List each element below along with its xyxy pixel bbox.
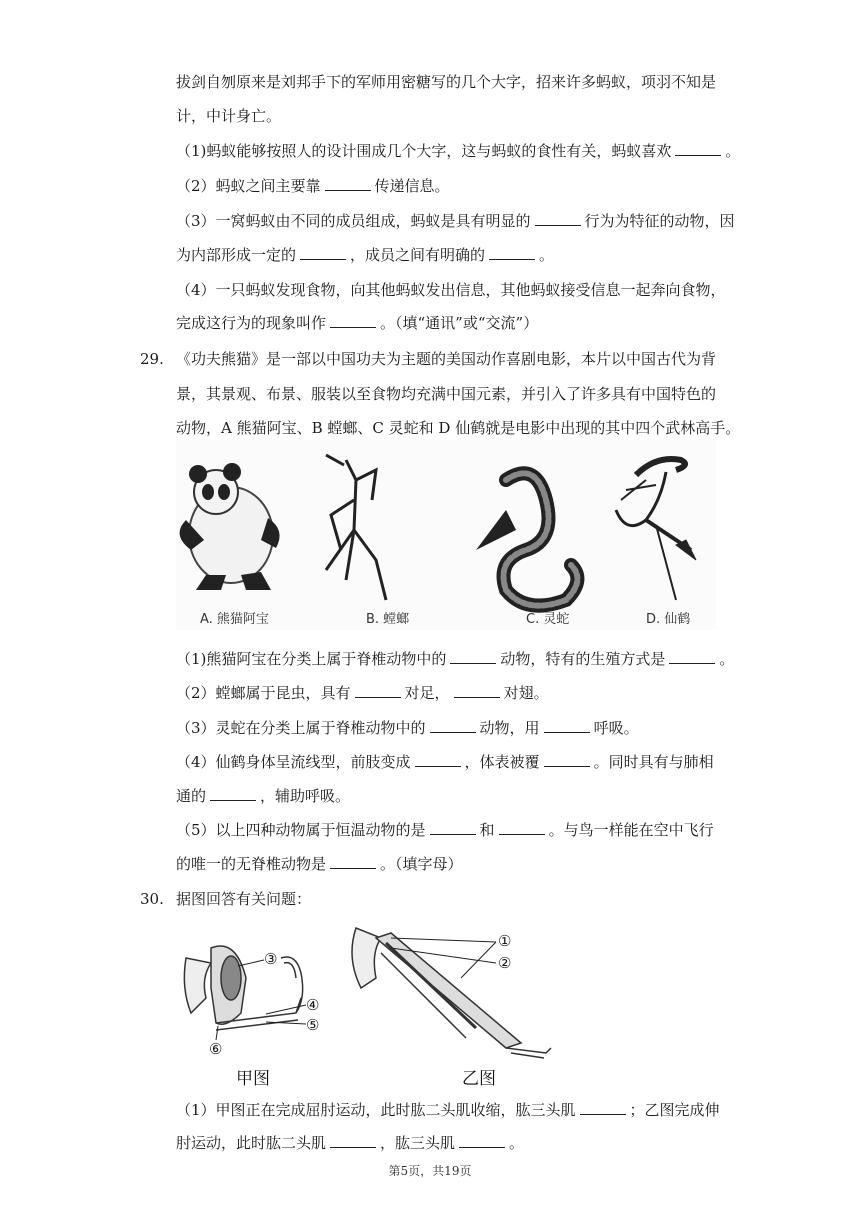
q30-1	[176, 1100, 720, 1120]
answer-blank[interactable]	[459, 1133, 505, 1148]
text: ；乙图完成伸	[629, 1101, 720, 1119]
text: 动物，特有的生殖方式是	[500, 650, 666, 668]
text: 。（填字母）	[380, 855, 463, 873]
panda-illustration	[180, 463, 280, 590]
answer-blank[interactable]	[675, 141, 721, 156]
text: 对足，	[404, 684, 450, 702]
answer-blank[interactable]	[535, 211, 581, 226]
flexed-arm-illustration	[184, 946, 302, 1030]
answer-blank[interactable]	[450, 649, 496, 664]
q30-intro	[176, 889, 311, 909]
q29-intro	[176, 349, 716, 369]
marker-1: ①	[498, 932, 512, 950]
text: ，肱三头肌	[380, 1134, 456, 1152]
caption-c: C. 灵蛇	[526, 612, 570, 627]
figure-label-yi: 乙图	[462, 1069, 496, 1089]
text: 据图回答有关问题：	[176, 890, 312, 908]
answer-blank[interactable]	[330, 854, 376, 869]
text: 传递信息。	[374, 177, 450, 195]
text: 行为为特征的动物，因	[584, 212, 735, 230]
text: 呼吸。	[593, 719, 639, 737]
q29-intro	[176, 418, 740, 438]
answer-blank[interactable]	[544, 752, 590, 767]
q29-4-cont	[176, 786, 350, 806]
q28-1: （1)蚂蚁能够按照人的设计围成几个大字，这与蚂蚁的食性有关，蚂蚁喜欢 。	[176, 142, 741, 160]
q30-1-cont	[176, 1133, 524, 1153]
crane-illustration	[616, 459, 696, 600]
text: 。（填“通讯”或“交流”）	[380, 314, 539, 332]
caption-a: A. 熊猫阿宝	[200, 612, 269, 627]
text: 拔剑自刎原来是刘邦手下的军师用密糖写的几个大字，招来许多蚂蚁，项羽不知是	[176, 73, 717, 91]
marker-6: ⑥	[209, 1040, 223, 1058]
answer-blank[interactable]	[430, 718, 476, 733]
answer-blank[interactable]	[454, 683, 500, 698]
text: 通的	[176, 787, 207, 805]
text: ，体表被覆	[464, 753, 540, 771]
text: 对翅。	[503, 684, 549, 702]
answer-blank[interactable]	[669, 649, 715, 664]
page-footer: 第5页，共19页	[388, 1164, 472, 1178]
text: 完成这行为的现象叫作	[176, 314, 327, 332]
text: ，辅助呼吸。	[260, 787, 351, 805]
q28-4	[176, 280, 726, 300]
answer-blank[interactable]	[325, 176, 371, 191]
animal-illustrations	[176, 440, 716, 630]
animal-figure	[176, 440, 716, 630]
q29-3	[176, 718, 639, 738]
text: 动物，A 熊猫阿宝、B 螳螂、C 灵蛇和 D 仙鹤就是电影中出现的其中四个武林高手。	[176, 419, 741, 437]
extended-arm-illustration	[352, 928, 551, 1058]
text: （4）一只蚂蚁发现食物，向其他蚂蚁发出信息，其他蚂蚁接受信息一起奔向食物，	[176, 281, 726, 299]
snake-illustration	[476, 473, 577, 605]
text: （1)熊猫阿宝在分类上属于脊椎动物中的	[176, 650, 447, 668]
q29-2	[176, 683, 549, 703]
caption-d: D. 仙鹤	[646, 612, 691, 627]
q28-2	[176, 176, 450, 196]
text-line	[176, 72, 716, 92]
answer-blank[interactable]	[330, 313, 376, 328]
question-number: 30.	[140, 890, 164, 908]
q28-3-cont: 为内部形成一定的 ，成员之间有明确的 。	[176, 246, 555, 264]
text: 《功夫熊猫》是一部以中国功夫为主题的美国动作喜剧电影，本片以中国古代为背	[176, 350, 717, 368]
q28-4-cont	[176, 313, 538, 333]
answer-blank[interactable]	[330, 1133, 376, 1148]
text: 景，其景观、布景、服装以至食物均充满中国元素，并引入了许多具有中国特色的	[176, 385, 717, 403]
marker-3: ③	[264, 950, 278, 968]
text: （3）一窝蚂蚁由不同的成员组成，蚂蚁是具有明显的	[176, 212, 531, 230]
answer-blank[interactable]	[489, 245, 535, 260]
text: （2）螳螂属于昆虫，具有	[176, 684, 351, 702]
marker-4: ④	[306, 996, 320, 1014]
answer-blank[interactable]	[580, 1100, 626, 1115]
text: （2）蚂蚁之间主要靠	[176, 177, 321, 195]
q29-4	[176, 752, 714, 772]
text: ，成员之间有明确的	[350, 246, 486, 264]
text: （4）仙鹤身体呈流线型，前肢变成	[176, 753, 411, 771]
text: （1）甲图正在完成屈肘运动，此时肱二头肌收缩，肱三头肌	[176, 1101, 576, 1119]
q29-5-cont	[176, 854, 463, 874]
answer-blank[interactable]	[415, 752, 461, 767]
q29-intro	[176, 384, 716, 404]
marker-2: ②	[498, 954, 512, 972]
text: 。	[509, 1134, 525, 1152]
answer-blank[interactable]	[210, 786, 256, 801]
text: 为内部形成一定的	[176, 246, 297, 264]
marker-5: ⑤	[306, 1016, 320, 1034]
figure-label-jia: 甲图	[236, 1069, 270, 1089]
text: （3）灵蛇在分类上属于脊椎动物中的	[176, 719, 426, 737]
answer-blank[interactable]	[499, 820, 545, 835]
question-number: 29.	[140, 350, 164, 368]
answer-blank[interactable]	[300, 245, 346, 260]
text: 和	[479, 821, 495, 839]
caption-b: B. 螳螂	[366, 612, 410, 627]
mantis-illustration	[326, 455, 386, 600]
text: 。同时具有与肺相	[593, 753, 714, 771]
q29-1: （1)熊猫阿宝在分类上属于脊椎动物中的 动物，特有的生殖方式是 。	[176, 650, 735, 668]
text: 。与鸟一样能在空中飞行	[548, 821, 714, 839]
answer-blank[interactable]	[430, 820, 476, 835]
text: 动物，用	[479, 719, 540, 737]
text: 计，中计身亡。	[176, 107, 282, 125]
text: 肘运动，此时肱二头肌	[176, 1134, 327, 1152]
arm-figure	[176, 918, 566, 1088]
q28-3	[176, 211, 735, 231]
text: （1)蚂蚁能够按照人的设计围成几个大字，这与蚂蚁的食性有关，蚂蚁喜欢	[176, 142, 672, 160]
answer-blank[interactable]	[355, 683, 401, 698]
text-line	[176, 106, 281, 126]
answer-blank[interactable]	[544, 718, 590, 733]
text: （5）以上四种动物属于恒温动物的是	[176, 821, 426, 839]
text: 的唯一的无脊椎动物是	[176, 855, 327, 873]
q29-5	[176, 820, 714, 840]
